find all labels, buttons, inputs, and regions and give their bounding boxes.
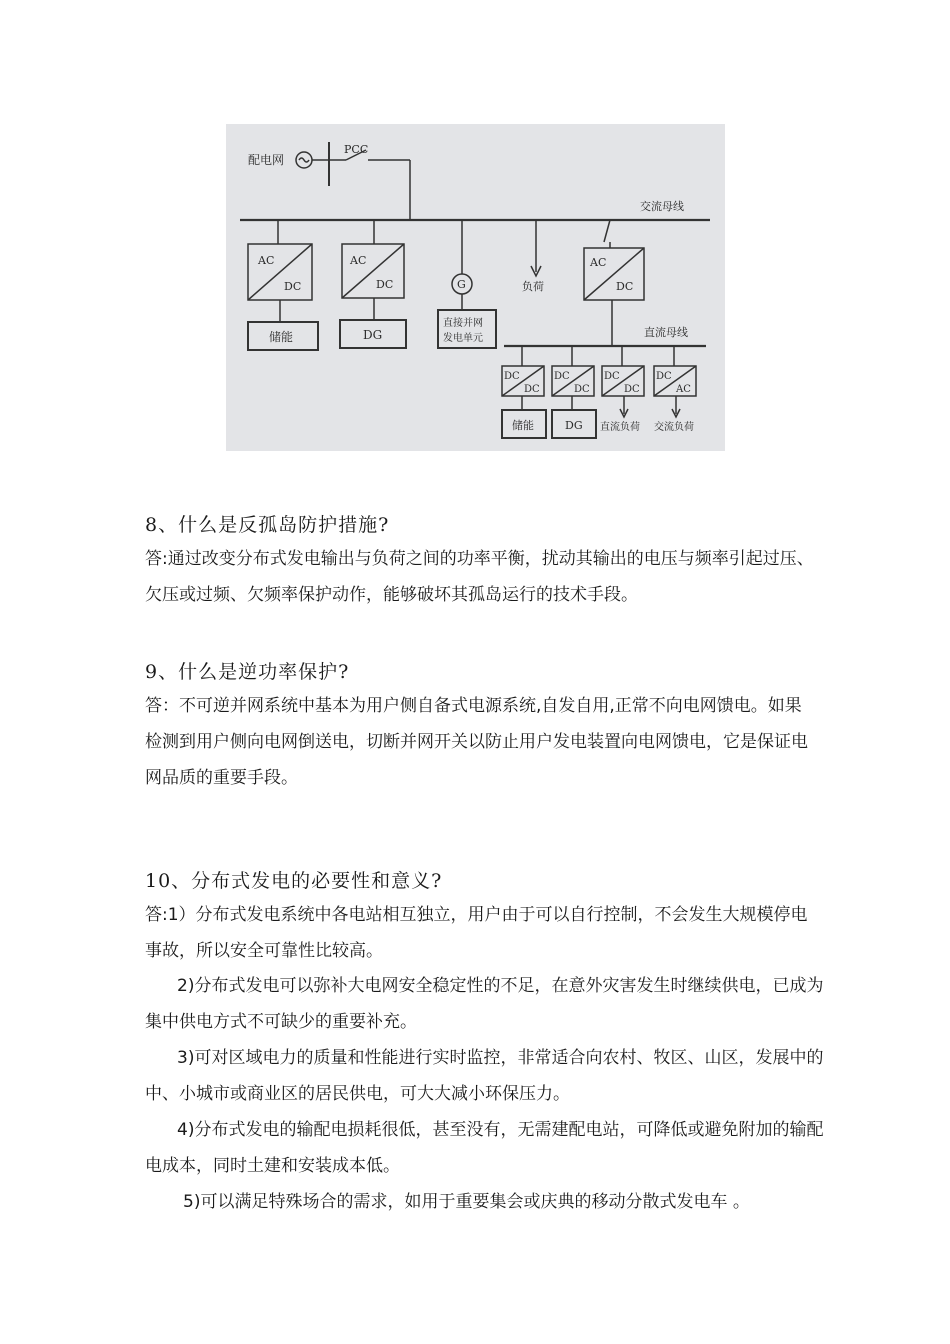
ac-bus-label: 交流母线 (640, 200, 684, 213)
direct-unit-line1: 直接并网 (443, 318, 483, 329)
direct-unit-line2: 发电单元 (443, 333, 483, 344)
converter-1-dc: DC (284, 280, 302, 293)
svg-text:DC: DC (574, 384, 590, 395)
answer-10-point-5: 5)可以满足特殊场合的需求，如用于重要集会或庆典的移动分散式发电车 。 (183, 1192, 750, 1212)
microgrid-diagram (226, 124, 725, 451)
svg-text:AC: AC (676, 384, 691, 395)
converter-2-ac: AC (350, 254, 367, 267)
ac-wave-icon (299, 158, 309, 162)
grid-label: 配电网 (248, 153, 285, 167)
microgrid-diagram-photo (226, 124, 725, 451)
dg-label-2: DG (565, 419, 583, 432)
converter-1-ac: AC (258, 254, 275, 267)
answer-10-point-1: 答:1）分布式发电系统中各电站相互独立，用户由于可以自行控制，不会发生大规模停电事故，所以安全可靠性比较高。 (145, 905, 808, 961)
svg-text:DC: DC (504, 371, 520, 382)
ac-load-label: 交流负荷 (654, 422, 694, 433)
dg-label-1: DG (363, 328, 383, 342)
load-label: 负荷 (522, 280, 544, 293)
svg-text:DC: DC (656, 371, 672, 382)
converter-5-ac: AC (590, 256, 607, 269)
dc-bus-label: 直流母线 (644, 326, 688, 339)
question-9: 9、什么是逆功率保护? (145, 661, 350, 683)
question-8: 8、什么是反孤岛防护措施? (145, 514, 390, 536)
storage-label-2: 储能 (512, 419, 534, 432)
answer-10-point-3: 3)可对区域电力的质量和性能进行实时监控，非常适合向农村、牧区、山区，发展中的中、小城市或商业区的居民供电，可大大减小环保压力。 (145, 1048, 824, 1104)
answer-9: 答：不可逆并网系统中基本为用户侧自备式电源系统,自发自用,正常不向电网馈电。如果检测到用户侧向电网倒送电，切断并网开关以防止用户发电装置向电网馈电，它是保证电网品质的重要手段。 (145, 696, 808, 788)
pcc-label: PCC (344, 143, 369, 156)
svg-text:DC: DC (624, 384, 640, 395)
converter-5-dc: DC (616, 280, 634, 293)
dc-load-label: 直流负荷 (600, 422, 640, 433)
question-10: 10、分布式发电的必要性和意义? (145, 870, 443, 892)
converter-2-dc: DC (376, 278, 394, 291)
svg-text:DC: DC (604, 371, 620, 382)
svg-text:DC: DC (524, 384, 540, 395)
svg-text:DC: DC (554, 371, 570, 382)
storage-label-1: 储能 (269, 330, 294, 344)
answer-10-point-2: 2)分布式发电可以弥补大电网安全稳定性的不足，在意外灾害发生时继续供电，已成为集中供电方式不可缺少的重要补充。 (145, 976, 824, 1032)
branch-switch-5 (604, 220, 610, 242)
answer-8: 答:通过改变分布式发电输出与负荷之间的功率平衡，扰动其输出的电压与频率引起过压、欠压或过频、欠频率保护动作，能够破坏其孤岛运行的技术手段。 (145, 549, 814, 605)
generator-label: G (457, 278, 466, 291)
answer-10-point-4: 4)分布式发电的输配电损耗很低，甚至没有，无需建配电站，可降低或避免附加的输配电成本，同时土建和安装成本低。 (145, 1120, 824, 1176)
